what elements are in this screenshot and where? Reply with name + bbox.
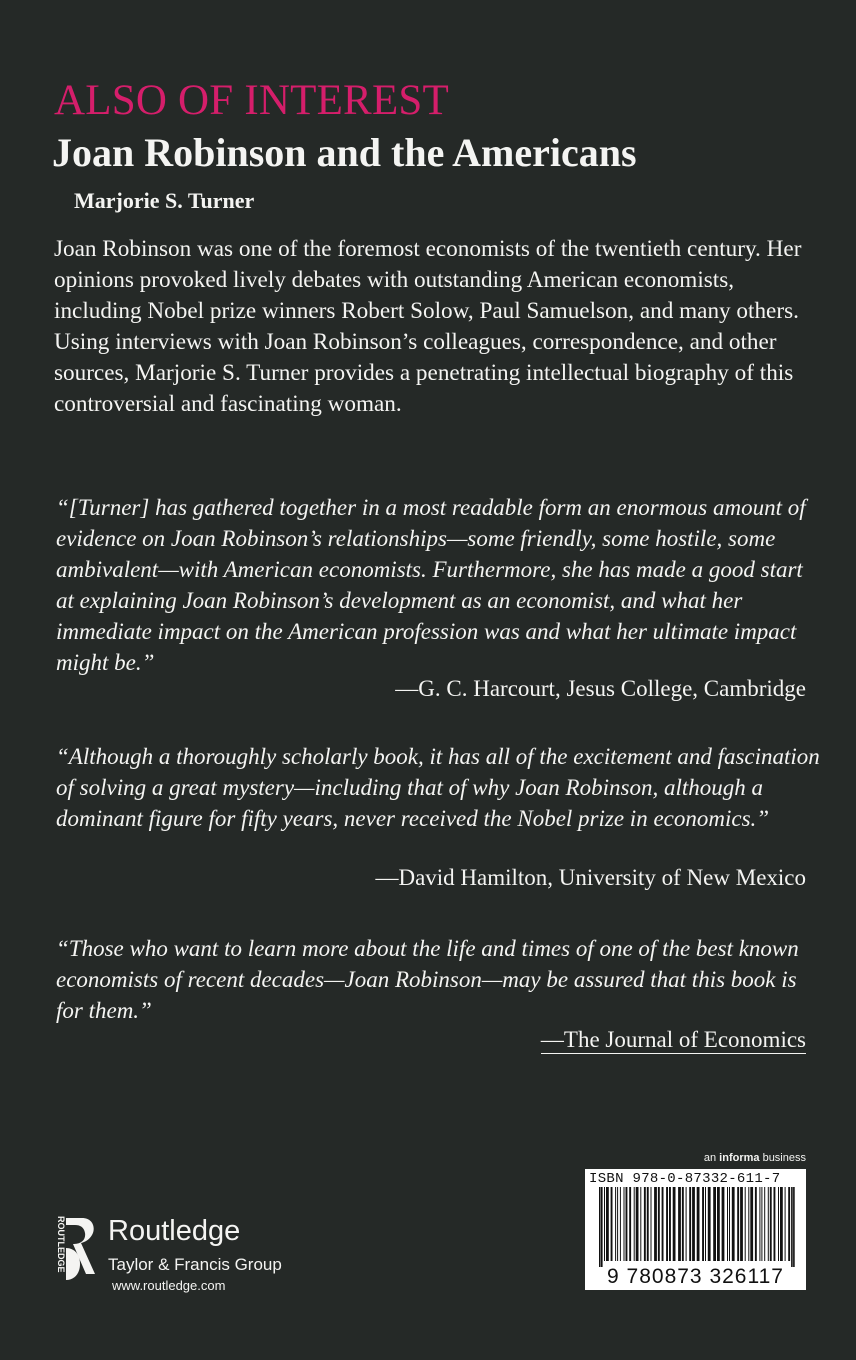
barcode-bar — [611, 1187, 613, 1261]
barcode-bar — [689, 1187, 691, 1261]
barcode-bar — [759, 1187, 760, 1261]
barcode-bar — [705, 1187, 706, 1261]
barcode-bar — [713, 1187, 716, 1261]
review-attribution-3-text: —The Journal of Economics — [540, 1027, 806, 1052]
barcode-bar — [702, 1187, 704, 1261]
barcode-bar — [678, 1187, 681, 1261]
review-attribution-3 — [541, 1024, 806, 1055]
review-quote-1: “[Turner] has gathered together in a most readable form an enormous amount of evidence on Joan Robinson’s relationships—some friendly, some hostile, some ambivalent—with American economists. Furthermore, she has made a good start at explaining Joan Robinson’s development as an economist, and what her immediate impact on the American profession was and what her ultimate impact might be.” — [56, 495, 806, 675]
barcode-bar — [617, 1187, 618, 1261]
barcode-bar — [658, 1187, 660, 1261]
barcode-bar — [764, 1187, 765, 1261]
routledge-r-icon — [48, 1214, 98, 1284]
barcode-bar — [729, 1187, 730, 1261]
barcode-bar — [748, 1187, 749, 1261]
barcode-bar — [626, 1187, 628, 1261]
barcode-bar — [740, 1187, 743, 1261]
isbn-barcode — [585, 1169, 806, 1290]
barcode-bar — [770, 1187, 772, 1261]
barcode-bar — [745, 1187, 746, 1261]
barcode-bar — [780, 1187, 783, 1261]
informa-brand: informa — [719, 1152, 760, 1164]
review-quote-3: “Those who want to learn more about the life and times of one of the best known economists of recent decades—Joan Robinson—may be assured that this book is for them.” — [56, 936, 799, 1023]
also-of-interest-label: ALSO OF INTEREST — [54, 77, 449, 124]
informa-suffix: business — [759, 1152, 806, 1164]
barcode-bar — [654, 1187, 657, 1261]
barcode-bar — [708, 1187, 711, 1261]
barcode-bar — [651, 1187, 652, 1261]
barcode-bar — [640, 1187, 641, 1261]
barcode-bar — [727, 1187, 728, 1261]
barcode-bar — [686, 1187, 687, 1261]
barcode-bar — [697, 1187, 700, 1261]
barcode-bar — [615, 1187, 616, 1261]
publisher-group: Taylor & Francis Group — [108, 1255, 282, 1274]
barcode-bar — [722, 1187, 725, 1261]
barcode-bar — [768, 1187, 769, 1261]
barcode-bar — [732, 1187, 735, 1261]
barcode-bar — [629, 1187, 631, 1261]
barcode-bar — [788, 1187, 790, 1261]
barcode-bar — [606, 1187, 609, 1261]
review-attribution-2: —David Hamilton, University of New Mexico — [375, 865, 806, 890]
barcode-bar — [755, 1187, 757, 1261]
barcode-bar — [624, 1187, 625, 1261]
book-description: Joan Robinson was one of the foremost economists of the twentieth century. Her opinions provoked lively debates with outstanding American economists, including Nobel prize winners Robert Solow, Paul Samuelson, and many others. Using interviews with Joan Robinson’s colleagues, correspondence, and other sources, Marjorie S. Turner provides a penetrating intellectual biography of this controversial and fascinating woman. — [54, 236, 802, 417]
book-title: Joan Robinson and the Americans — [52, 130, 637, 175]
barcode-bar — [647, 1187, 649, 1261]
barcode-bar — [778, 1187, 779, 1261]
barcode-bar — [636, 1187, 639, 1261]
barcode-bar — [620, 1187, 621, 1261]
review-quote-2: “Although a thoroughly scholarly book, it has all of the excitement and fascination of solving a great mystery—including that of why Joan Robinson, although a dominant figure for fifty years, never received the Nobel prize in economics.” — [56, 744, 820, 831]
barcode-bar — [717, 1187, 720, 1261]
barcode-bar — [644, 1187, 646, 1261]
isbn-number: ISBN 978-0-87332-611-7 — [589, 1171, 781, 1187]
barcode-bar — [761, 1187, 762, 1261]
publisher-url[interactable]: www.routledge.com — [112, 1278, 226, 1293]
barcode-bar — [634, 1187, 635, 1261]
book-author: Marjorie S. Turner — [74, 188, 255, 213]
barcode-bar — [604, 1187, 605, 1261]
ean-number: 9 780873 326117 — [607, 1265, 784, 1288]
barcode-bar — [692, 1187, 695, 1261]
publisher-name: Routledge — [108, 1215, 241, 1247]
barcode-bar — [682, 1187, 684, 1261]
barcode-bar — [666, 1187, 668, 1261]
barcode-bar — [737, 1187, 739, 1261]
informa-prefix: an — [703, 1152, 720, 1164]
review-attribution-1: —G. C. Harcourt, Jesus College, Cambridge — [395, 676, 806, 701]
barcode-bar — [750, 1187, 753, 1261]
barcode-icon — [585, 1187, 806, 1267]
routledge-logo-text: ROUTLEDGE — [56, 1216, 66, 1273]
barcode-bar — [662, 1187, 664, 1261]
barcode-bar — [673, 1187, 676, 1261]
barcode-bar — [774, 1187, 776, 1261]
informa-tagline — [704, 1151, 806, 1165]
barcode-bar — [785, 1187, 786, 1261]
barcode-bar — [669, 1187, 671, 1261]
